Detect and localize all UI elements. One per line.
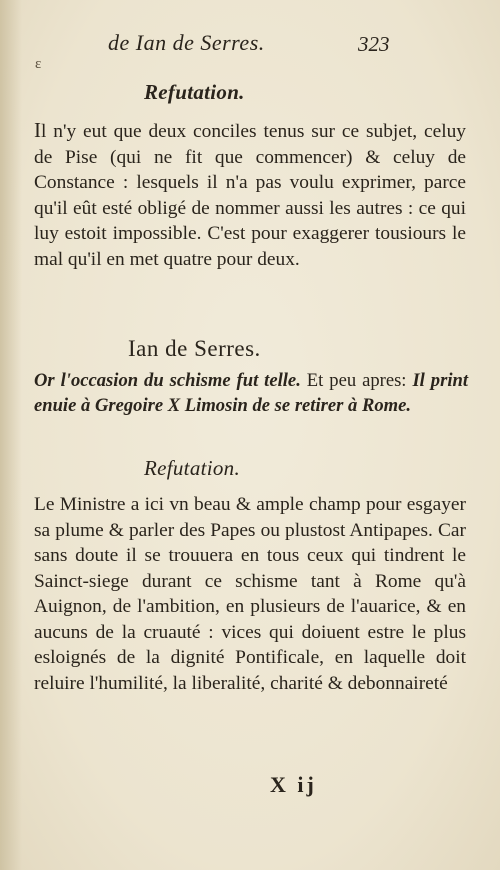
running-head-title: de Ian de Serres. [108, 30, 265, 55]
running-head [0, 30, 500, 64]
quoted-passage [34, 368, 468, 418]
paragraph-1 [34, 118, 466, 272]
speaker-heading: Ian de Serres. [128, 336, 261, 361]
section-heading-refutation-1: Refutation. [144, 80, 245, 104]
signature-mark: X ij [270, 772, 317, 797]
paragraph-2: Le Ministre a ici vn beau & ample champ pour esgayer sa plume & parler des Papes ou plustost Antipapes. Car sans doute il se trouuera en tous ceux qui tindrent le Sainct-siege durant ce schisme tant à Rome qu'à Auignon, de l'ambition, en plusieurs de l'auarice, & en aucuns de la cruauté : vices qui doiuent estre le plus esloignés de la dignité Pontificale, en laquelle doit reluire l'humilité, la liberalité, charité & debonnaireté [34, 494, 466, 694]
paragraph-1-text: l n'y eut que deux conciles tenus sur ce subjet, celuy de Pise (qui ne fit que commencer) & celuy de Constance : lesquels il n'a pas voulu exprimer, parce qu'il eût esté obligé de nommer aussi les autres : ce qui luy estoit impossible. C'est pour exaggerer tousiours le mal qu'il en met quatre pour deux. [34, 121, 466, 270]
page-number: 323 [358, 32, 390, 56]
marginal-mark: ɛ [35, 56, 42, 72]
paragraph-1-initial: I [34, 118, 41, 142]
quote-part-1: Or l'occasion du schisme fut telle. [34, 370, 301, 391]
quote-connector: Et peu apres: [300, 370, 413, 391]
page-gutter-shadow [0, 0, 22, 870]
section-heading-refutation-2: Refutation. [144, 456, 241, 480]
quote-part-2: Il print enuie à Gregoire X Limosin de se retirer à Rome. [34, 370, 468, 416]
